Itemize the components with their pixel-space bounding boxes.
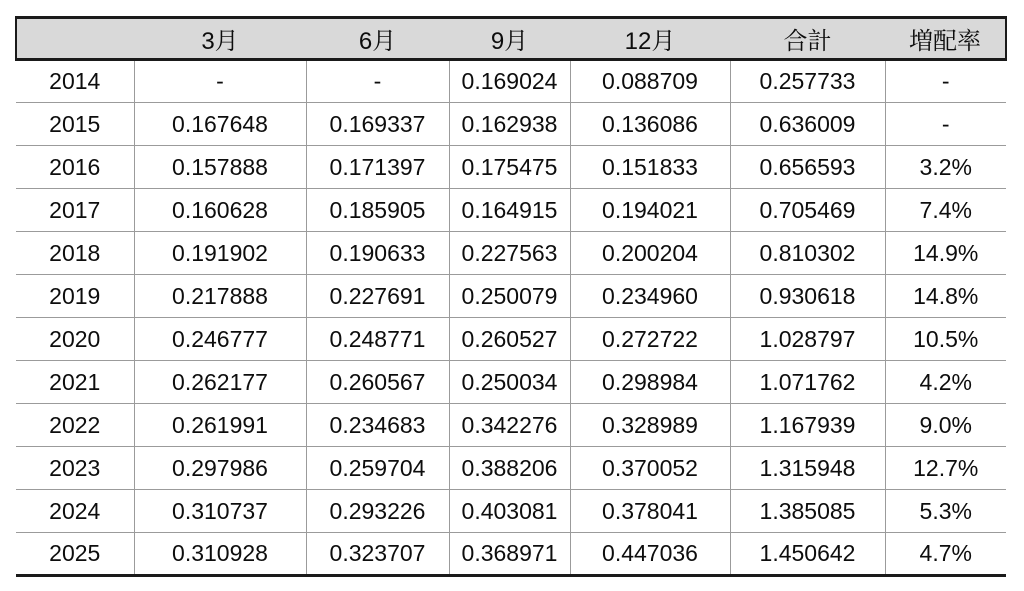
value-cell: 0.298984 bbox=[570, 361, 730, 404]
value-cell: 4.2% bbox=[885, 361, 1006, 404]
value-cell: 10.5% bbox=[885, 318, 1006, 361]
value-cell: 0.248771 bbox=[306, 318, 449, 361]
value-cell: 0.293226 bbox=[306, 490, 449, 533]
value-cell: 0.234683 bbox=[306, 404, 449, 447]
value-cell: 0.656593 bbox=[730, 146, 885, 189]
table-row bbox=[16, 533, 1006, 576]
value-cell: 1.028797 bbox=[730, 318, 885, 361]
value-cell: 0.246777 bbox=[134, 318, 306, 361]
value-cell: - bbox=[306, 60, 449, 103]
value-cell: 0.705469 bbox=[730, 189, 885, 232]
value-cell: 0.191902 bbox=[134, 232, 306, 275]
value-cell: 3.2% bbox=[885, 146, 1006, 189]
value-cell: 0.310928 bbox=[134, 533, 306, 576]
value-cell: 0.167648 bbox=[134, 103, 306, 146]
year-cell: 2014 bbox=[16, 60, 134, 103]
value-cell: 0.323707 bbox=[306, 533, 449, 576]
year-cell: 2025 bbox=[16, 533, 134, 576]
year-cell: 2022 bbox=[16, 404, 134, 447]
year-cell: 2016 bbox=[16, 146, 134, 189]
value-cell: 0.169024 bbox=[449, 60, 570, 103]
year-cell: 2018 bbox=[16, 232, 134, 275]
year-cell: 2024 bbox=[16, 490, 134, 533]
year-cell: 2023 bbox=[16, 447, 134, 490]
value-cell: 0.259704 bbox=[306, 447, 449, 490]
value-cell: 0.260567 bbox=[306, 361, 449, 404]
value-cell: 0.257733 bbox=[730, 60, 885, 103]
table-row bbox=[16, 361, 1006, 404]
value-cell: 1.167939 bbox=[730, 404, 885, 447]
table-row bbox=[16, 447, 1006, 490]
value-cell: 0.388206 bbox=[449, 447, 570, 490]
value-cell: - bbox=[885, 60, 1006, 103]
value-cell: 0.088709 bbox=[570, 60, 730, 103]
value-cell: 0.164915 bbox=[449, 189, 570, 232]
value-cell: 9.0% bbox=[885, 404, 1006, 447]
value-cell: 0.151833 bbox=[570, 146, 730, 189]
header-cell-march: 3月 bbox=[134, 18, 306, 60]
value-cell: 0.160628 bbox=[134, 189, 306, 232]
value-cell: 0.261991 bbox=[134, 404, 306, 447]
header-row bbox=[16, 18, 1006, 60]
year-cell: 2020 bbox=[16, 318, 134, 361]
value-cell: 0.250079 bbox=[449, 275, 570, 318]
value-cell: 0.272722 bbox=[570, 318, 730, 361]
value-cell: 0.636009 bbox=[730, 103, 885, 146]
table-row bbox=[16, 275, 1006, 318]
table-row bbox=[16, 232, 1006, 275]
table-row bbox=[16, 404, 1006, 447]
value-cell: 0.250034 bbox=[449, 361, 570, 404]
value-cell: 0.157888 bbox=[134, 146, 306, 189]
table-row bbox=[16, 490, 1006, 533]
value-cell: 4.7% bbox=[885, 533, 1006, 576]
value-cell: - bbox=[885, 103, 1006, 146]
table-row bbox=[16, 103, 1006, 146]
value-cell: 0.930618 bbox=[730, 275, 885, 318]
value-cell: 0.169337 bbox=[306, 103, 449, 146]
value-cell: 0.328989 bbox=[570, 404, 730, 447]
value-cell: 0.378041 bbox=[570, 490, 730, 533]
table-row bbox=[16, 318, 1006, 361]
value-cell: 0.136086 bbox=[570, 103, 730, 146]
value-cell: 0.297986 bbox=[134, 447, 306, 490]
year-cell: 2021 bbox=[16, 361, 134, 404]
value-cell: 0.310737 bbox=[134, 490, 306, 533]
value-cell: 14.9% bbox=[885, 232, 1006, 275]
header-cell-june: 6月 bbox=[306, 18, 449, 60]
value-cell: 0.262177 bbox=[134, 361, 306, 404]
value-cell: 0.175475 bbox=[449, 146, 570, 189]
value-cell: 0.171397 bbox=[306, 146, 449, 189]
value-cell: 14.8% bbox=[885, 275, 1006, 318]
table-header bbox=[16, 18, 1006, 60]
value-cell: 0.217888 bbox=[134, 275, 306, 318]
value-cell: 0.190633 bbox=[306, 232, 449, 275]
value-cell: 0.227691 bbox=[306, 275, 449, 318]
value-cell: 7.4% bbox=[885, 189, 1006, 232]
value-cell: 0.370052 bbox=[570, 447, 730, 490]
dividend-table bbox=[15, 16, 1007, 577]
value-cell: 0.810302 bbox=[730, 232, 885, 275]
header-cell-year bbox=[16, 18, 134, 60]
value-cell: 0.342276 bbox=[449, 404, 570, 447]
table-row bbox=[16, 146, 1006, 189]
value-cell: 0.162938 bbox=[449, 103, 570, 146]
value-cell: 0.260527 bbox=[449, 318, 570, 361]
value-cell: 0.447036 bbox=[570, 533, 730, 576]
value-cell: 0.368971 bbox=[449, 533, 570, 576]
value-cell: 0.194021 bbox=[570, 189, 730, 232]
value-cell: 0.227563 bbox=[449, 232, 570, 275]
value-cell: 1.315948 bbox=[730, 447, 885, 490]
value-cell: 1.071762 bbox=[730, 361, 885, 404]
value-cell: 5.3% bbox=[885, 490, 1006, 533]
value-cell: 1.450642 bbox=[730, 533, 885, 576]
header-cell-september: 9月 bbox=[449, 18, 570, 60]
year-cell: 2019 bbox=[16, 275, 134, 318]
value-cell: 1.385085 bbox=[730, 490, 885, 533]
table-row bbox=[16, 60, 1006, 103]
value-cell: 0.185905 bbox=[306, 189, 449, 232]
value-cell: 0.200204 bbox=[570, 232, 730, 275]
year-cell: 2015 bbox=[16, 103, 134, 146]
header-cell-increase-rate: 増配率 bbox=[885, 18, 1006, 60]
value-cell: 12.7% bbox=[885, 447, 1006, 490]
value-cell: 0.403081 bbox=[449, 490, 570, 533]
year-cell: 2017 bbox=[16, 189, 134, 232]
table-row bbox=[16, 189, 1006, 232]
header-cell-total: 合計 bbox=[730, 18, 885, 60]
value-cell: - bbox=[134, 60, 306, 103]
value-cell: 0.234960 bbox=[570, 275, 730, 318]
header-cell-december: 12月 bbox=[570, 18, 730, 60]
table-body bbox=[16, 60, 1006, 576]
